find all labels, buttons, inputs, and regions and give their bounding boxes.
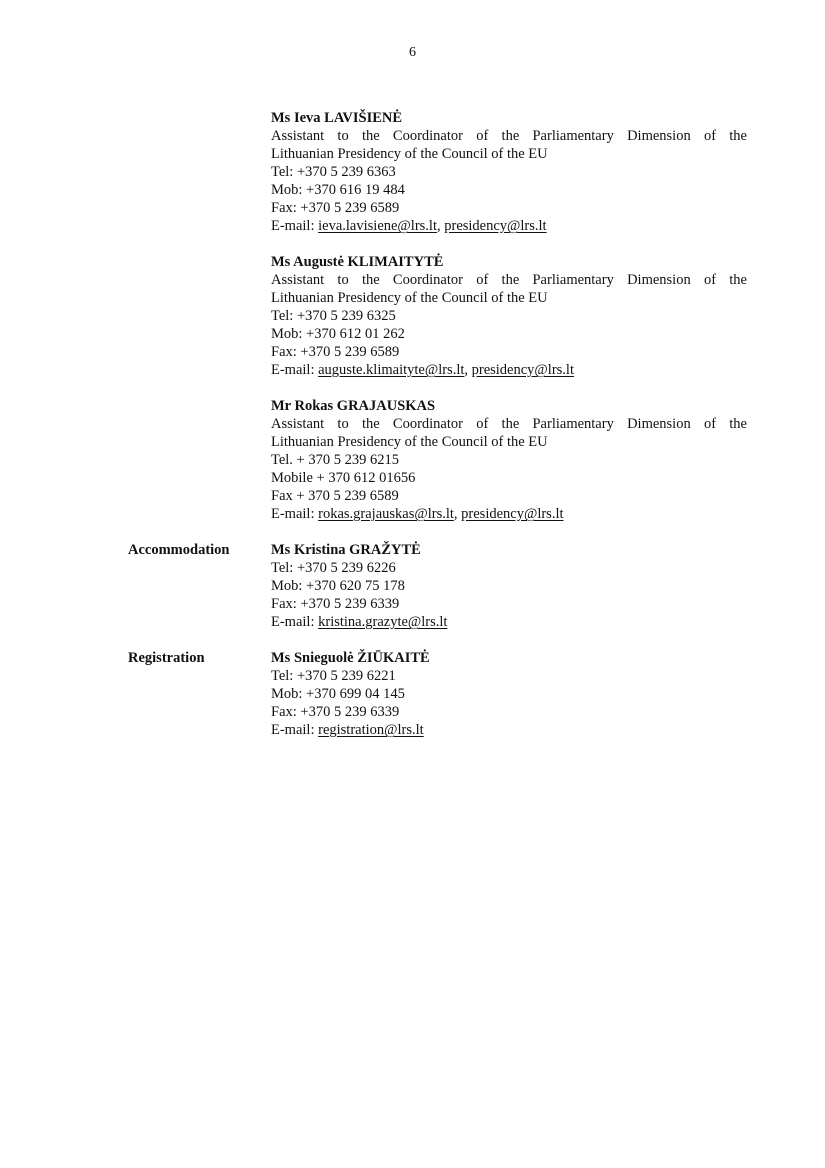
contact-email-line [271, 361, 747, 379]
contact-card-grajauskas [271, 397, 747, 523]
contact-role-line: Lithuanian Presidency of the Council of the EU [271, 290, 548, 306]
email-link[interactable]: rokas.grajauskas@lrs.lt [318, 506, 454, 522]
contact-mob: Mobile + 370 612 01656 [271, 470, 416, 486]
contact-tel: Tel: +370 5 239 6363 [271, 164, 396, 180]
contact-name: Ms Snieguolė ŽIŪKAITĖ [271, 650, 430, 666]
section-label-registration: Registration [128, 650, 205, 666]
contact-fax: Fax: +370 5 239 6589 [271, 344, 400, 360]
contact-name: Ms Augustė KLIMAITYTĖ [271, 254, 444, 270]
email-link-presidency[interactable]: presidency@lrs.lt [461, 506, 564, 522]
contact-fax: Fax: +370 5 239 6339 [271, 704, 400, 720]
email-link[interactable]: ieva.lavisiene@lrs.lt [318, 218, 437, 234]
email-link-presidency[interactable]: presidency@lrs.lt [471, 362, 574, 378]
contact-fax: Fax + 370 5 239 6589 [271, 488, 399, 504]
email-label: E-mail: [271, 614, 319, 630]
email-link[interactable]: kristina.grazyte@lrs.lt [318, 614, 448, 630]
contact-tel: Tel: +370 5 239 6325 [271, 308, 396, 324]
section-label-accommodation: Accommodation [128, 542, 230, 558]
contact-mob: Mob: +370 620 75 178 [271, 578, 405, 594]
email-separator: , [436, 218, 445, 234]
contact-email-line [271, 721, 747, 739]
contact-card-lavisiene [271, 109, 747, 235]
email-separator: , [464, 362, 472, 378]
email-link[interactable]: auguste.klimaityte@lrs.lt [318, 362, 465, 378]
contact-fax: Fax: +370 5 239 6339 [271, 596, 400, 612]
contact-email-line [271, 217, 747, 235]
contact-name: Mr Rokas GRAJAUSKAS [271, 398, 436, 414]
email-link-presidency[interactable]: presidency@lrs.lt [444, 218, 547, 234]
email-label: E-mail: [271, 218, 319, 234]
contact-fax: Fax: +370 5 239 6589 [271, 200, 400, 216]
contact-mob: Mob: +370 612 01 262 [271, 326, 405, 342]
contact-card-accommodation [271, 541, 747, 631]
email-label: E-mail: [271, 362, 319, 378]
contact-role-line: Lithuanian Presidency of the Council of the EU [271, 146, 548, 162]
contact-card-registration [271, 649, 747, 739]
contact-tel: Tel: +370 5 239 6221 [271, 668, 396, 684]
contact-email-line [271, 613, 747, 631]
contact-role-line: Assistant to the Coordinator of the Parliamentary Dimension of the [271, 416, 747, 432]
contact-name: Ms Kristina GRAŽYTĖ [271, 542, 421, 558]
contact-mob: Mob: +370 616 19 484 [271, 182, 405, 198]
contact-role-line: Assistant to the Coordinator of the Parliamentary Dimension of the [271, 128, 747, 144]
contact-card-klimaityte [271, 253, 747, 379]
page-number: 6 [409, 45, 416, 60]
contact-tel: Tel. + 370 5 239 6215 [271, 452, 399, 468]
email-link[interactable]: registration@lrs.lt [318, 722, 424, 738]
contact-tel: Tel: +370 5 239 6226 [271, 560, 396, 576]
contact-name: Ms Ieva LAVIŠIENĖ [271, 110, 403, 126]
contact-role-line: Assistant to the Coordinator of the Parliamentary Dimension of the [271, 272, 747, 288]
contact-role-line: Lithuanian Presidency of the Council of the EU [271, 434, 548, 450]
contact-email-line [271, 505, 747, 523]
contact-mob: Mob: +370 699 04 145 [271, 686, 405, 702]
email-label: E-mail: [271, 506, 319, 522]
email-separator: , [453, 506, 462, 522]
email-label: E-mail: [271, 722, 319, 738]
